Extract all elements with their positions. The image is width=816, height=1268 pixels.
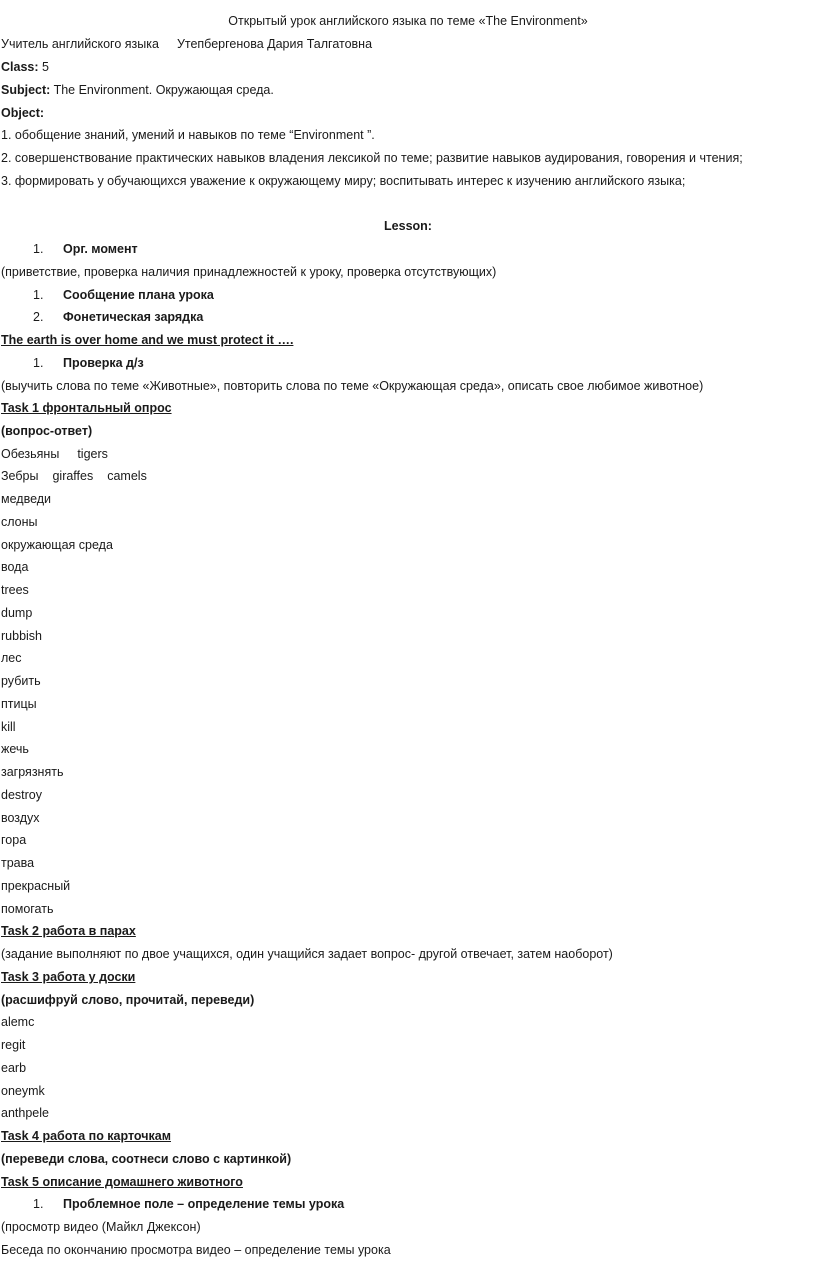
word: giraffes — [52, 469, 94, 483]
objective-item: 3. формировать у обучающихся уважение к окружающему миру; воспитывать интерес к изучению английского языка; — [1, 174, 686, 188]
teacher-name: Утепбергенова Дария Талгатовна — [176, 37, 373, 51]
step-note: (приветствие, проверка наличия принадлежностей к уроку, проверка отсутствующих) — [1, 265, 497, 279]
step-title: Сообщение плана урока — [63, 288, 214, 302]
vocab-word: загрязнять — [1, 765, 64, 779]
task2-note: (задание выполняют по двое учащихся, один учащийся задает вопрос- другой отвечает, затем наоборот) — [1, 947, 613, 961]
task4-subtitle: (переведи слова, соотнеси слово с картинкой) — [1, 1152, 292, 1166]
step-note: (выучить слова по теме «Животные», повторить слова по теме «Окружающая среда», описать свое любимое животное) — [1, 379, 704, 393]
vocab-word: kill — [1, 720, 16, 734]
vocab-word: destroy — [1, 788, 42, 802]
vocab-word: птицы — [1, 697, 37, 711]
vocab-word: прекрасный — [1, 879, 71, 893]
task2-title: Task 2 работа в парах — [1, 924, 136, 938]
word-row — [1, 467, 147, 485]
step-title: Проверка д/з — [63, 356, 144, 370]
object-label: Object: — [1, 106, 45, 120]
task3-subtitle: (расшифруй слово, прочитай, переведи) — [1, 993, 255, 1007]
lesson-step — [1, 286, 401, 304]
vocab-word: жечь — [1, 742, 29, 756]
vocab-word: trees — [1, 583, 29, 597]
vocab-word: слоны — [1, 515, 38, 529]
phonetic-phrase: The earth is over home and we must protect it …. — [1, 333, 294, 347]
lesson-heading: Lesson: — [384, 219, 432, 233]
task1-subtitle: (вопрос-ответ) — [1, 424, 93, 438]
scrambled-word: regit — [1, 1038, 26, 1052]
word: camels — [107, 469, 147, 483]
class-value: 5 — [42, 60, 49, 74]
scrambled-word: anthpele — [1, 1106, 49, 1120]
step-number: 2. — [33, 310, 44, 324]
subject-line — [1, 81, 274, 99]
scrambled-word: oneymk — [1, 1084, 45, 1098]
vocab-word: гора — [1, 833, 27, 847]
step-number: 1. — [33, 288, 44, 302]
vocab-word: рубить — [1, 674, 41, 688]
scrambled-word: earb — [1, 1061, 27, 1075]
word: tigers — [77, 447, 108, 461]
lesson-step — [1, 354, 401, 372]
vocab-word: медведи — [1, 492, 52, 506]
teacher-line — [1, 35, 372, 53]
task1-title: Task 1 фронтальный опрос — [1, 401, 172, 415]
vocab-word: трава — [1, 856, 35, 870]
vocab-word: помогать — [1, 902, 54, 916]
lesson-step — [1, 240, 401, 258]
task3-title: Task 3 работа у доски — [1, 970, 136, 984]
step-note: Беседа по окончанию просмотра видео – определение темы урока — [1, 1243, 391, 1257]
scrambled-word: alemc — [1, 1015, 35, 1029]
word: Обезьяны — [1, 447, 60, 461]
word: Зебры — [1, 469, 39, 483]
vocab-word: dump — [1, 606, 33, 620]
vocab-word: лес — [1, 651, 22, 665]
vocab-word: вода — [1, 560, 29, 574]
step-number: 1. — [33, 242, 44, 256]
objective-item: 1. обобщение знаний, умений и навыков по теме “Environment ”. — [1, 128, 375, 142]
class-line — [1, 58, 49, 76]
vocab-word: rubbish — [1, 629, 42, 643]
document-title: Открытый урок английского языка по теме «The Environment» — [228, 14, 588, 28]
lesson-step — [1, 308, 401, 326]
class-label: Class: — [1, 60, 39, 74]
step-number: 1. — [33, 1197, 44, 1211]
teacher-label: Учитель английского языка — [1, 37, 159, 51]
word-row — [1, 445, 108, 463]
subject-label: Subject: — [1, 83, 51, 97]
vocab-word: окружающая среда — [1, 538, 113, 552]
task5-title: Task 5 описание домашнего животного — [1, 1175, 243, 1189]
subject-value: The Environment. Окружающая среда. — [53, 83, 274, 97]
objective-item: 2. совершенствование практических навыков владения лексикой по теме; развитие навыков аудирования, говорения и чтения; — [1, 151, 743, 165]
step-title: Орг. момент — [63, 242, 138, 256]
vocab-word: воздух — [1, 811, 40, 825]
task4-title: Task 4 работа по карточкам — [1, 1129, 171, 1143]
step-title: Проблемное поле – определение темы урока — [63, 1197, 345, 1211]
step-title: Фонетическая зарядка — [63, 310, 204, 324]
step-note: (просмотр видео (Майкл Джексон) — [1, 1220, 201, 1234]
lesson-step — [1, 1195, 401, 1213]
step-number: 1. — [33, 356, 44, 370]
